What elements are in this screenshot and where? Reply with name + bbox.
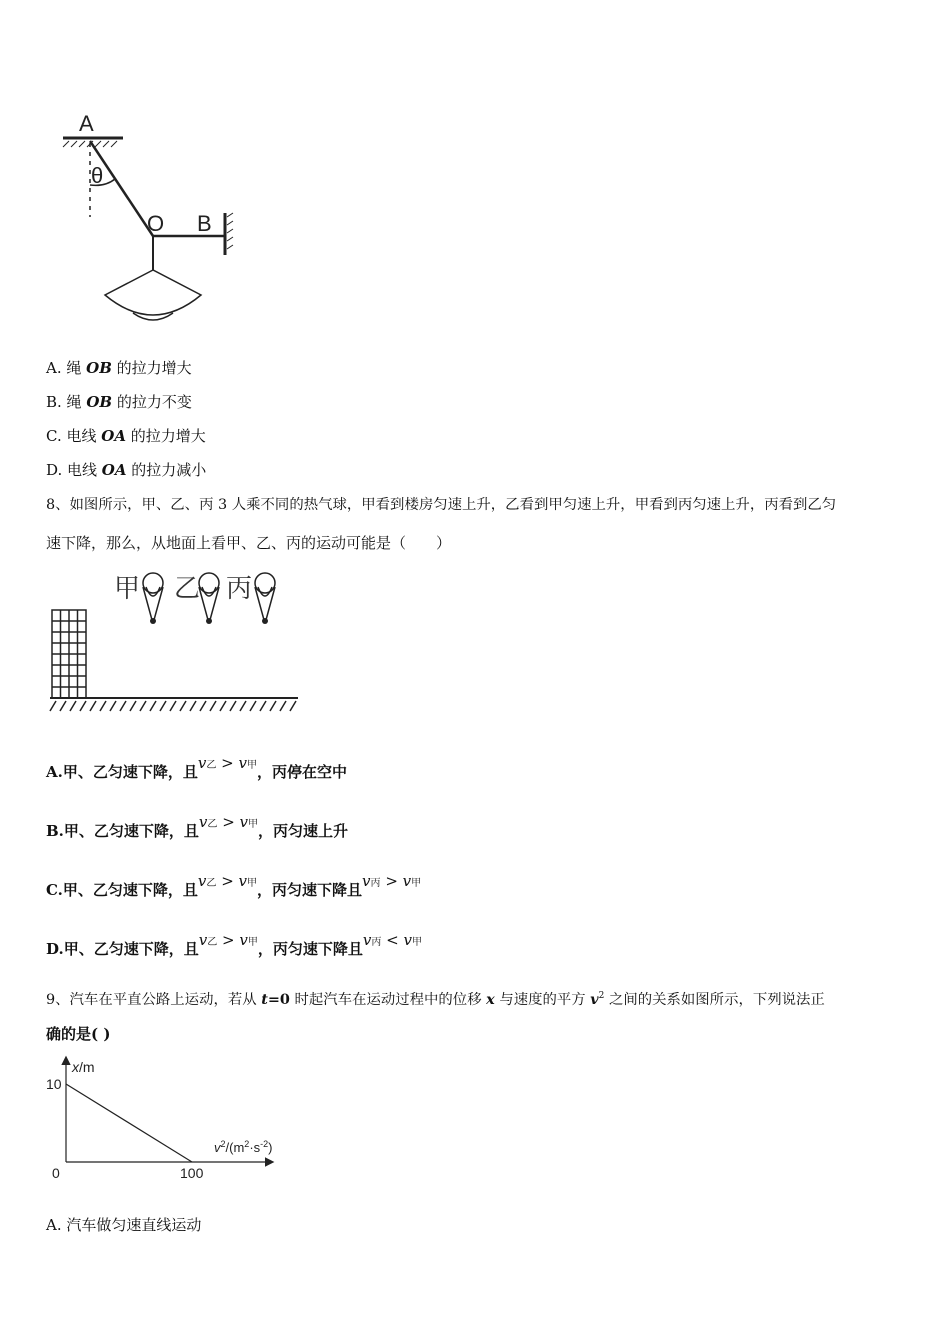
- figure-balloons: [48, 565, 308, 720]
- chart-x-vs-v2: [40, 1050, 300, 1190]
- x-axis-label: $v^2/(m^2\cdot s^{-2})$: [214, 1139, 273, 1155]
- q7-option-b: B. 绳 OB 的拉力不变: [46, 393, 192, 411]
- label-B: B: [197, 211, 212, 236]
- y-axis-label: x/m: [72, 1059, 95, 1075]
- q8-option-a: A.甲、乙匀速下降，且v乙 > v甲，丙停在空中: [46, 754, 348, 781]
- q8-stem-line1: 8、如图所示，甲、乙、丙 3 人乘不同的热气球，甲看到楼房匀速上升，乙看到甲匀速上升，甲看到丙匀速上升，丙看到乙匀: [46, 497, 837, 513]
- q7-option-a: A. 绳 OB 的拉力增大: [46, 359, 192, 377]
- q8-option-d: D.甲、乙匀速下降，且v乙 > v甲，丙匀速下降且v丙 < v甲: [46, 931, 422, 958]
- q8-option-b: B.甲、乙匀速下降，且v乙 > v甲，丙匀速上升: [46, 813, 349, 840]
- data-line-x-v2: [66, 1084, 192, 1162]
- label-A: A: [79, 111, 94, 136]
- q8-option-c: C.甲、乙匀速下降，且v乙 > v甲，丙匀速下降且v丙 > v甲: [46, 872, 422, 899]
- balloon-label-jia: 甲: [114, 573, 141, 603]
- tick-label-x-end: 100: [180, 1165, 204, 1181]
- figure-hanging-lamp: [55, 105, 255, 335]
- q9-stem-line1: 9、汽车在平直公路上运动，若从 t=0 时起汽车在运动过程中的位移 x 与速度的平方 $v^2$ 之间的关系如图所示，下列说法正: [46, 990, 825, 1008]
- q8-stem-line2: 速下降，那么，从地面上看甲、乙、丙的运动可能是（ ）: [46, 534, 452, 552]
- label-theta: θ: [91, 163, 104, 188]
- q7-option-c: C. 电线 OA 的拉力增大: [46, 427, 206, 445]
- tick-label-y-top: 10: [46, 1076, 62, 1092]
- balloon-label-yi: 乙: [174, 573, 201, 603]
- tick-label-origin: 0: [52, 1165, 60, 1181]
- balloon-label-bing: 丙: [226, 573, 253, 603]
- label-O: O: [147, 211, 165, 236]
- q9-stem-line2: 确的是( ): [46, 1025, 111, 1043]
- q7-option-d: D. 电线 OA 的拉力减小: [46, 461, 207, 479]
- q9-option-a: A. 汽车做匀速直线运动: [46, 1216, 202, 1234]
